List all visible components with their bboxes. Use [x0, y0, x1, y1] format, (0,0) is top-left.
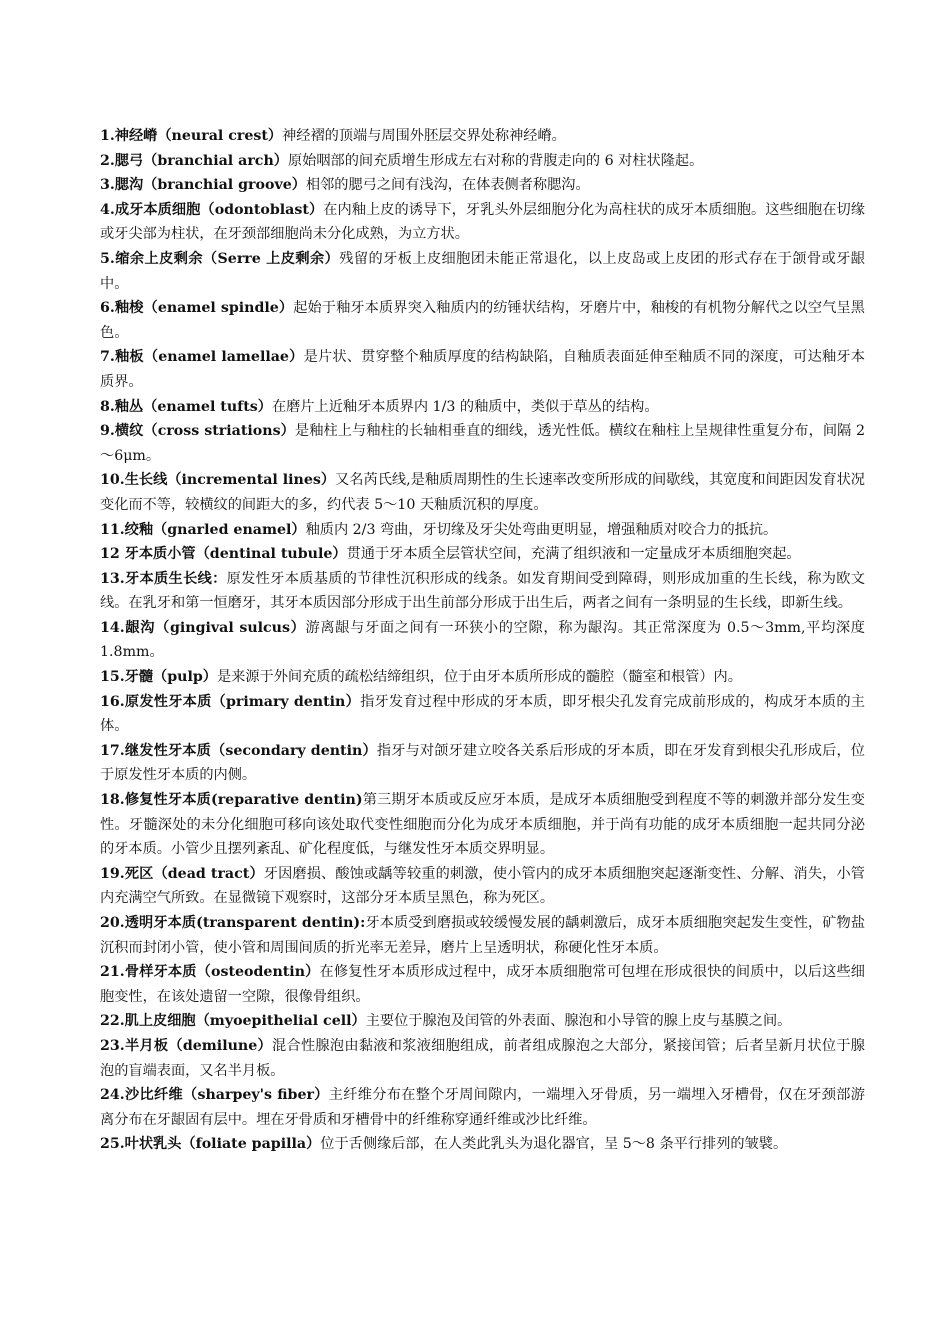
entry-term: 2.腮弓（branchial arch）	[100, 152, 288, 169]
entry-term: 8.釉丛（enamel tufts）	[100, 398, 272, 415]
entry-term: 5.缩余上皮剩余（Serre 上皮剩余）	[100, 250, 340, 267]
glossary-entry-8	[100, 395, 865, 420]
glossary-entry-16	[100, 690, 865, 739]
entry-definition: 又名芮氏线,是釉质周期性的生长速率改变所形成的间歇线，其宽度和间距因发育状况变化而不等，较横纹的间距大的多，约代表 5～10 天釉质沉积的厚度。	[100, 472, 865, 513]
glossary-entry-5	[100, 247, 865, 296]
entry-definition: 牙因磨损、酸蚀或龋等较重的刺激，使小管内的成牙本质细胞突起逐渐变性、分解、消失，小管内充满空气所致。在显微镜下观察时，这部分牙本质呈黑色，称为死区。	[100, 865, 865, 907]
entry-definition: 原始咽部的间充质增生形成左右对称的背腹走向的 6 对柱状隆起。	[287, 152, 704, 169]
entry-definition: 是来源于外间充质的疏松结缔组织，位于由牙本质所形成的髓腔（髓室和根管）内。	[216, 669, 742, 686]
glossary-entry-14	[100, 616, 865, 665]
glossary-entry-15	[100, 665, 865, 690]
glossary-entry-22	[100, 1009, 865, 1034]
entry-definition: 指牙与对颌牙建立咬各关系后形成的牙本质，即在牙发育到根尖孔形成后，位于原发性牙本质的内侧。	[100, 742, 865, 784]
glossary-entry-18	[100, 788, 865, 862]
entry-definition: 是釉柱上与釉柱的长轴相垂直的细线，透光性低。横纹在釉柱上呈规律性重复分布，间隔 2～6μm。	[100, 423, 865, 464]
entry-definition: 原发性牙本质基质的节律性沉积形成的线条。如发育期间受到障碍，则形成加重的生长线，称为欧文线。在乳牙和第一恒磨牙，其牙本质因部分形成于出生前部分形成于出生后，两者之间有一条明显的生长线，即新生线。	[100, 570, 865, 612]
entry-term: 21.骨样牙本质（osteodentin）	[100, 964, 320, 981]
entry-term: 22.肌上皮细胞（myoepithelial cell）	[100, 1013, 366, 1030]
glossary-entry-7	[100, 345, 865, 394]
entry-term: 17.继发性牙本质（secondary dentin）	[100, 742, 377, 759]
entry-term: 14.龈沟（gingival sulcus）	[100, 619, 306, 636]
glossary-entry-11	[100, 518, 865, 543]
entry-definition: 在磨片上近釉牙本质界内 1/3 的釉质中，类似于草丛的结构。	[271, 398, 659, 415]
glossary-entry-9	[100, 419, 865, 468]
entry-term: 11.绞釉（gnarled enamel）	[100, 521, 306, 538]
glossary-entry-17	[100, 739, 865, 788]
entry-term: 6.釉梭（enamel spindle）	[100, 300, 294, 317]
glossary-entry-4	[100, 198, 865, 247]
entry-definition: 神经褶的顶端与周围外胚层交界处称神经嵴。	[282, 128, 566, 144]
entry-term: 24.沙比纤维（sharpey's fiber）	[100, 1087, 329, 1104]
entry-definition: 贯通于牙本质全层管状空间，充满了组织液和一定量成牙本质细胞突起。	[346, 546, 801, 563]
entry-definition: 在修复性牙本质形成过程中，成牙本质细胞常可包埋在形成很快的间质中，以后这些细胞变性，在该处遗留一空隙，很像骨组织。	[100, 964, 865, 1005]
entry-definition: 残留的牙板上皮细胞团未能正常退化，以上皮岛或上皮团的形式存在于颌骨或牙龈中。	[100, 250, 865, 292]
glossary-entry-21	[100, 960, 865, 1009]
glossary-entry-25	[100, 1132, 865, 1157]
entry-term: 18.修复性牙本质(reparative dentin)	[100, 792, 363, 809]
glossary-entry-19	[100, 862, 865, 911]
entry-term: 9.横纹（cross striations）	[100, 423, 295, 440]
glossary-entry-2	[100, 149, 865, 174]
entry-definition: 起始于釉牙本质界突入釉质内的纺锤状结构，牙磨片中，釉梭的有机物分解代之以空气呈黑色。	[100, 300, 865, 341]
glossary-entry-12	[100, 542, 865, 567]
glossary-entry-20	[100, 911, 865, 960]
entry-term: 20.透明牙本质(transparent dentin):	[100, 915, 366, 931]
entry-definition: 指牙发育过程中形成的牙本质，即牙根尖孔发育完成前形成的，构成牙本质的主体。	[100, 693, 865, 735]
glossary-entry-24	[100, 1083, 865, 1132]
entry-definition: 游离龈与牙面之间有一环狭小的空隙，称为龈沟。其正常深度为 0.5～3mm,平均深度 1.8mm。	[100, 619, 865, 661]
entry-definition: 釉质内 2/3 弯曲，牙切缘及牙尖处弯曲更明显，增强釉质对咬合力的抵抗。	[305, 521, 778, 538]
entry-definition: 主纤维分布在整个牙周间隙内，一端埋入牙骨质，另一端埋入牙槽骨，仅在牙颈部游离分布在牙龈固有层中。埋在牙骨质和牙槽骨中的纤维称穿通纤维或沙比纤维。	[100, 1087, 865, 1128]
entry-term: 23.半月板（demilune）	[100, 1037, 272, 1054]
entry-definition: 在内釉上皮的诱导下，牙乳头外层细胞分化为高柱状的成牙本质细胞。这些细胞在切缘或牙尖部为柱状，在牙颈部细胞尚未分化成熟，为立方状。	[100, 201, 865, 243]
entry-term: 7.釉板（enamel lamellae）	[100, 349, 304, 366]
entry-definition: 相邻的腮弓之间有浅沟，在体表侧者称腮沟。	[305, 177, 590, 194]
entry-term: 13.牙本质生长线：	[100, 570, 227, 587]
entry-term: 25.叶状乳头（foliate papilla）	[100, 1136, 321, 1153]
entry-definition: 是片状、贯穿整个釉质厚度的结构缺陷，自釉质表面延伸至釉质不同的深度，可达釉牙本质界。	[100, 349, 865, 390]
glossary-entry-10	[100, 468, 865, 517]
entry-definition: 主要位于腺泡及闰管的外表面、腺泡和小导管的腺上皮与基膜之间。	[365, 1013, 792, 1030]
glossary-entry-6	[100, 296, 865, 345]
entry-definition: 混合性腺泡由黏液和浆液细胞组成，前者组成腺泡之大部分，紧接闰管；后者呈新月状位于腺泡的盲端表面，又名半月板。	[100, 1037, 865, 1079]
entry-term: 15.牙髓（pulp）	[100, 669, 217, 686]
entry-term: 3.腮沟（branchial groove）	[100, 177, 306, 194]
glossary-entry-1	[100, 124, 865, 149]
entry-term: 4.成牙本质细胞（odontoblast）	[100, 201, 324, 218]
entry-definition: 第三期牙本质或反应牙本质，是成牙本质细胞受到程度不等的刺激并部分发生变性。牙髓深处的未分化细胞可移向该处取代变性细胞而分化为成牙本质细胞，并于尚有功能的成牙本质细胞一起共同分泌的牙本质。小管少且摆列紊乱、矿化程度低，与继发性牙本质交界明显。	[100, 792, 865, 858]
glossary-page	[100, 124, 865, 1157]
glossary-entry-13	[100, 567, 865, 616]
glossary-entry-3	[100, 173, 865, 198]
glossary-entry-23	[100, 1034, 865, 1083]
entry-term: 10.生长线（incremental lines）	[100, 472, 336, 489]
entry-term: 1.神经嵴（neural crest）	[100, 128, 283, 144]
entry-definition: 位于舌侧缘后部，在人类此乳头为退化器官，呈 5～8 条平行排列的皱襞。	[320, 1136, 788, 1153]
entry-term: 12 牙本质小管（dentinal tubule）	[100, 546, 347, 563]
entry-term: 16.原发性牙本质（primary dentin）	[100, 693, 361, 710]
entry-term: 19.死区（dead tract）	[100, 865, 264, 882]
entry-definition: 牙本质受到磨损或较缓慢发展的龋刺激后，成牙本质细胞突起发生变性，矿物盐沉积而封闭小管，使小管和周围间质的折光率无差异，磨片上呈透明状，称硬化性牙本质。	[100, 915, 866, 956]
